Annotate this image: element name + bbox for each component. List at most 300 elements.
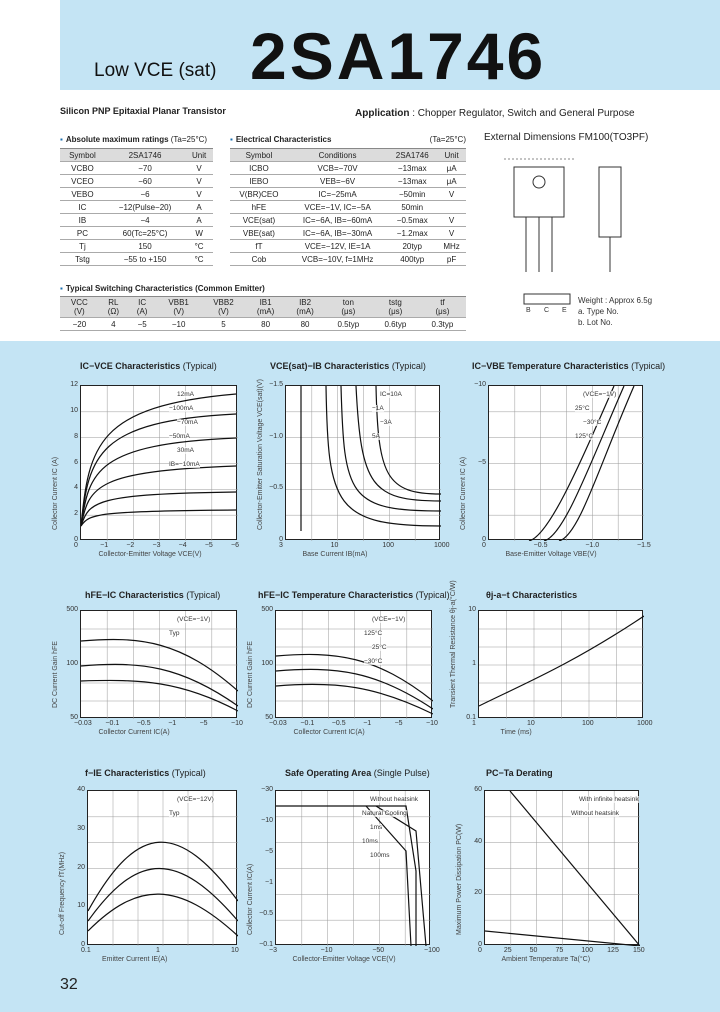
chart-title-8 <box>285 768 430 778</box>
elec-cond: (Ta=25°C) <box>429 135 466 144</box>
x-axis-label: Collector Current IC(A) <box>293 729 365 736</box>
absmax-cell: −55 to +150 <box>105 253 185 266</box>
switch-cell: 4 <box>99 318 128 331</box>
y-tick-label: −0.1 <box>259 941 273 948</box>
elec-col-header: Symbol <box>230 149 288 162</box>
switch-col-header: IC (A) <box>128 297 156 318</box>
absmax-row <box>60 201 213 214</box>
x-tick-label: −2 <box>126 542 135 549</box>
chart-title-suffix: (Single Pulse) <box>371 768 430 778</box>
curve-label: 10ms <box>362 838 378 845</box>
elec-cell: Cob <box>230 253 288 266</box>
elec-cell: pF <box>437 253 466 266</box>
curve-label: −30°C <box>583 419 602 426</box>
curve-label: Natural Cooling <box>362 810 407 817</box>
elec-cell: −13max <box>387 162 437 175</box>
chart-title-text: Safe Operating Area <box>285 768 372 778</box>
y-tick-label: −10 <box>474 381 486 388</box>
elec-row <box>230 214 466 227</box>
x-tick-label: 10 <box>231 947 239 954</box>
elec-cell: VCB=−10V, f=1MHz <box>288 253 387 266</box>
y-tick-label: 10 <box>70 406 78 414</box>
x-tick-label: −100 <box>424 947 440 954</box>
y-tick-label: −30 <box>261 786 273 793</box>
x-tick-label: 100 <box>382 542 395 549</box>
weight: Weight : Approx 6.5g <box>578 296 653 305</box>
elec-cell: VCE=−12V, IE=1A <box>288 240 387 253</box>
switch-table <box>60 296 466 331</box>
chart-title-7 <box>85 768 206 778</box>
curve-label: 100ms <box>370 852 390 859</box>
y-tick-label: −1.0 <box>269 432 283 440</box>
y-tick-label: 100 <box>66 660 78 667</box>
subtitle: Silicon PNP Epitaxial Planar Transistor <box>60 106 226 116</box>
curve-label: Without heatsink <box>571 810 620 817</box>
elec-cell: V <box>437 227 466 240</box>
x-tick-label: 10 <box>330 542 339 549</box>
y-tick-label: −5 <box>478 458 486 466</box>
ext-dim-drawing <box>484 147 664 292</box>
curve-label: −1A <box>372 405 384 412</box>
elec-col-header: Unit <box>437 149 466 162</box>
elec-row <box>230 240 466 253</box>
package-outline-drawing <box>484 147 664 292</box>
switch-col-header: VBB1 (V) <box>156 297 201 318</box>
y-tick-label: 10 <box>77 902 85 910</box>
absmax-col-header: Symbol <box>60 149 105 162</box>
absmax-row <box>60 240 213 253</box>
y-tick-label: 100 <box>261 660 273 667</box>
elec-cell: VCE(sat) <box>230 214 288 227</box>
x-tick-label: 0 <box>482 542 486 549</box>
x-tick-label: 100 <box>582 720 594 727</box>
x-tick-label: −5 <box>199 720 208 727</box>
absmax-cell: IB <box>60 214 105 227</box>
absmax-cell: 60(Tc=25°C) <box>105 227 185 240</box>
absmax-title-text: Absolute maximum ratings <box>65 135 169 144</box>
y-axis-label: Collector Current IC (A) <box>52 456 59 530</box>
chart-title-9 <box>486 768 553 778</box>
y-tick-label: 500 <box>66 606 78 613</box>
absmax-row <box>60 175 213 188</box>
y-tick-label: 10 <box>468 606 476 613</box>
x-tick-label: 0 <box>478 947 482 954</box>
x-tick-label: 1 <box>472 720 476 727</box>
elec-cell: VCB=−70V <box>288 162 387 175</box>
part-number: 2SA1746 <box>250 19 547 93</box>
pin-diagram-svg <box>522 292 572 318</box>
elec-col-header: Conditions <box>288 149 387 162</box>
x-tick-label: −3 <box>152 542 161 549</box>
pin-label-c: C <box>544 307 550 314</box>
curve-label: (VCE=−12V) <box>177 796 214 803</box>
elec-cell: IEBO <box>230 175 288 188</box>
y-tick-label: 60 <box>474 786 482 793</box>
absmax-cell: −12(Pulse−20) <box>105 201 185 214</box>
chart-plot-7 <box>87 790 237 945</box>
x-tick-label: −10 <box>320 947 333 954</box>
curve-label: 5A <box>372 433 380 440</box>
chart-title-text: θj-a−t Characteristics <box>486 590 578 600</box>
x-axis-label: Ambient Temperature Ta(°C) <box>501 956 591 963</box>
absmax-cell: A <box>185 214 213 227</box>
y-axis-label: Collector Current IC(A) <box>247 863 254 935</box>
absmax-cell: W <box>185 227 213 240</box>
bullet-icon: ▪ <box>230 135 233 144</box>
absmax-cell: °C <box>185 253 213 266</box>
elec-cell <box>437 201 466 214</box>
switch-cell: 80 <box>246 318 285 331</box>
absmax-cell: −60 <box>105 175 185 188</box>
x-axis-label: Collector Current IC(A) <box>98 729 170 736</box>
y-tick-label: 20 <box>474 889 482 897</box>
x-tick-label: −0.5 <box>331 720 346 727</box>
switch-title-text: Typical Switching Characteristics (Common Emitter) <box>65 284 265 293</box>
x-tick-label: −0.1 <box>105 720 120 727</box>
y-axis-label: Transient Thermal Resistance θj-a(°C/W) <box>450 580 457 708</box>
y-tick-label: 0 <box>478 941 482 948</box>
x-tick-label: −10 <box>426 720 438 727</box>
x-tick-label: 1 <box>156 947 160 954</box>
package-side <box>599 167 621 237</box>
curve-label: 12mA <box>177 391 194 398</box>
y-tick-label: 6 <box>74 458 78 466</box>
y-axis-label: Maximum Power Dissipation PC(W) <box>456 823 463 935</box>
x-tick-label: −6 <box>231 542 239 549</box>
y-axis-label: DC Current Gain hFE <box>52 641 59 708</box>
x-axis-label: Time (ms) <box>500 729 532 736</box>
chart-title-5 <box>258 590 450 600</box>
x-tick-label: 0.1 <box>81 947 91 954</box>
chart-title-4 <box>85 590 220 600</box>
switch-cell: −20 <box>60 318 99 331</box>
absmax-cell: A <box>185 201 213 214</box>
x-axis-label: Collector-Emitter Voltage VCE(V) <box>292 956 396 963</box>
elec-table <box>230 148 466 266</box>
y-tick-label: −1.5 <box>269 381 283 388</box>
series-curve <box>81 466 236 526</box>
chart-svg <box>489 386 644 541</box>
absmax-cell: 150 <box>105 240 185 253</box>
absmax-row <box>60 253 213 266</box>
chart-title-1 <box>80 361 217 371</box>
y-tick-label: 40 <box>474 837 482 845</box>
switch-cell: −10 <box>156 318 201 331</box>
y-axis-label: Collector-Emitter Saturation Voltage VCE(sat)(V) <box>257 379 264 530</box>
chart-svg <box>81 386 238 541</box>
switch-col-header: tf (μs) <box>419 297 466 318</box>
x-axis-label: Base-Emitter Voltage VBE(V) <box>505 551 597 558</box>
elec-row <box>230 227 466 240</box>
elec-cell: −13max <box>387 175 437 188</box>
x-tick-label: −50 <box>372 947 385 954</box>
series-curve <box>81 414 236 526</box>
elec-row <box>230 188 466 201</box>
series-curve <box>81 492 236 526</box>
x-tick-label: −0.03 <box>74 720 92 727</box>
chart-title-text: hFE−IC Characteristics <box>85 590 184 600</box>
y-tick-label: 0 <box>74 536 78 543</box>
curve-label: 25°C <box>575 405 590 412</box>
y-tick-label: −10 <box>261 817 273 824</box>
curve-label: IC=10A <box>380 391 402 398</box>
absmax-cell: −6 <box>105 188 185 201</box>
elec-cell: −50min <box>387 188 437 201</box>
y-tick-label: 8 <box>74 432 78 440</box>
curve-label: −100mA <box>169 405 194 412</box>
y-tick-label: −1 <box>265 879 273 886</box>
y-tick-label: 40 <box>77 786 85 793</box>
elec-cell: VBE(sat) <box>230 227 288 240</box>
series-curve <box>81 394 236 526</box>
series-curve <box>356 386 441 501</box>
absmax-cell: °C <box>185 240 213 253</box>
x-tick-label: 1000 <box>637 720 653 727</box>
elec-row <box>230 175 466 188</box>
x-tick-label: 100 <box>581 947 594 954</box>
absmax-cell: VCEO <box>60 175 105 188</box>
elec-header-row <box>230 149 466 162</box>
curve-label: With infinite heatsink <box>579 796 639 803</box>
switch-cell: 0.6typ <box>372 318 419 331</box>
curve-label: Typ <box>169 630 180 637</box>
absmax-row <box>60 162 213 175</box>
elec-cell: −1.2max <box>387 227 437 240</box>
chart-title-text: PC−Ta Derating <box>486 768 553 778</box>
switch-col-header: tstg (μs) <box>372 297 419 318</box>
pin-diagram <box>522 292 572 318</box>
elec-cell: ICBO <box>230 162 288 175</box>
application-text: : Chopper Regulator, Switch and General Purpose <box>409 108 635 119</box>
bullet-icon: ▪ <box>60 284 63 293</box>
switch-col-header: VCC (V) <box>60 297 99 318</box>
chart-title-text: hFE−IC Temperature Characteristics <box>258 590 414 600</box>
switch-title <box>60 284 265 293</box>
absmax-cell: PC <box>60 227 105 240</box>
header-band <box>60 0 720 93</box>
package-body <box>514 167 564 217</box>
absmax-row <box>60 188 213 201</box>
y-tick-label: −5 <box>265 848 273 855</box>
elec-cell: IC=−25mA <box>288 188 387 201</box>
x-tick-label: 75 <box>555 947 564 954</box>
chart-title-suffix: (Typical) <box>389 361 426 371</box>
y-tick-label: −0.5 <box>259 910 273 917</box>
y-tick-label: 30 <box>77 824 85 832</box>
x-tick-label: −1.5 <box>637 542 651 549</box>
curve-label: −3A <box>380 419 392 426</box>
x-tick-label: 0 <box>74 542 78 549</box>
x-tick-label: 3 <box>279 542 283 549</box>
switch-col-header: IB1 (mA) <box>246 297 285 318</box>
absmax-cell: V <box>185 175 213 188</box>
elec-cell: VEB=−6V <box>288 175 387 188</box>
series-curve <box>376 386 441 494</box>
y-tick-label: 0 <box>482 536 486 543</box>
x-tick-label: −0.1 <box>300 720 315 727</box>
mounting-hole <box>533 176 545 188</box>
elec-cell: V(BR)CEO <box>230 188 288 201</box>
note-a: a. Type No. <box>578 307 619 316</box>
absmax-col-header: 2SA1746 <box>105 149 185 162</box>
switch-cell: 5 <box>201 318 246 331</box>
absmax-row <box>60 214 213 227</box>
elec-cell: VCE=−1V, IC=−5A <box>288 201 387 214</box>
switch-col-header: ton (μs) <box>325 297 372 318</box>
absmax-cell: VEBO <box>60 188 105 201</box>
absmax-cell: VCBO <box>60 162 105 175</box>
absmax-header-row <box>60 149 213 162</box>
y-tick-label: 12 <box>70 381 78 388</box>
curve-label: −30°C <box>364 658 383 665</box>
chart-title-suffix: (Typical) <box>183 590 221 600</box>
chart-plot-2 <box>285 385 440 540</box>
curve-label: −70mA <box>177 419 198 426</box>
x-tick-label: 25 <box>503 947 512 954</box>
y-tick-label: 0 <box>279 536 283 543</box>
x-tick-label: 10 <box>527 720 535 727</box>
y-tick-label: 500 <box>261 606 273 613</box>
chart-title-text: IC−VCE Characteristics <box>80 361 181 371</box>
chart-title-2 <box>270 361 426 371</box>
switch-row <box>60 318 466 331</box>
switch-header-row <box>60 297 466 318</box>
y-tick-label: 1 <box>472 660 476 667</box>
elec-cell: μA <box>437 175 466 188</box>
absmax-title <box>60 135 207 144</box>
absmax-cell: Tj <box>60 240 105 253</box>
absmax-row <box>60 227 213 240</box>
pin-label-b: B <box>526 307 531 314</box>
curve-label: Typ <box>169 810 180 817</box>
y-tick-label: 50 <box>70 714 78 721</box>
absmax-table <box>60 148 213 266</box>
chart-svg <box>276 791 431 946</box>
x-axis-label: Emitter Current IE(A) <box>102 956 168 963</box>
chart-svg <box>81 611 238 719</box>
elec-cell: −0.5max <box>387 214 437 227</box>
elec-cell: V <box>437 214 466 227</box>
series-curve <box>276 806 416 946</box>
y-axis-label: Cut-off Frequency fT(MHz) <box>59 851 66 935</box>
y-tick-label: 2 <box>74 510 78 518</box>
x-tick-label: −10 <box>231 720 243 727</box>
curve-label: 30mA <box>177 447 194 454</box>
chart-svg <box>286 386 441 541</box>
application-label: Application <box>355 108 410 119</box>
ext-dim-title: External Dimensions FM100(TO3PF) <box>484 132 649 143</box>
chart-title-text: VCE(sat)−IB Characteristics <box>270 361 390 371</box>
absmax-cell: −70 <box>105 162 185 175</box>
curve-label: 125°C <box>575 433 594 440</box>
elec-cell: MHz <box>437 240 466 253</box>
chart-plot-3 <box>488 385 643 540</box>
chart-title-suffix: (Typical) <box>180 361 217 371</box>
x-tick-label: −5 <box>204 542 213 549</box>
x-tick-label: −3 <box>269 947 277 954</box>
absmax-cell: V <box>185 162 213 175</box>
absmax-cond: (Ta=25°C) <box>170 135 208 144</box>
chart-plot-1 <box>80 385 237 540</box>
low-vce-label: Low VCE (sat) <box>94 60 217 81</box>
y-tick-label: 50 <box>265 714 273 721</box>
y-tick-label: 0.1 <box>466 714 476 721</box>
x-tick-label: 50 <box>529 947 538 954</box>
y-axis-label: Collector Current IC (A) <box>460 456 467 530</box>
switch-cell: 0.3typ <box>419 318 466 331</box>
curve-label: 125°C <box>364 630 383 637</box>
curve-label: (VCE=−1V) <box>372 616 406 623</box>
y-axis-label: DC Current Gain hFE <box>247 641 254 708</box>
x-tick-label: −4 <box>178 542 187 549</box>
chart-svg <box>479 611 644 719</box>
curve-label: Without heatsink <box>370 796 419 803</box>
curve-label: −50mA <box>169 433 190 440</box>
curve-label: 1ms <box>370 824 383 831</box>
switch-col-header: IB2 (mA) <box>285 297 324 318</box>
elec-cell: IC=−6A, IB=−60mA <box>288 214 387 227</box>
x-tick-label: 150 <box>633 947 645 954</box>
chart-plot-5 <box>275 610 432 718</box>
chart-title-3 <box>472 361 665 371</box>
x-tick-label: −1 <box>100 542 109 549</box>
x-axis-label: Collector-Emitter Voltage VCE(V) <box>98 551 202 558</box>
elec-col-header: 2SA1746 <box>387 149 437 162</box>
chart-title-text: f−IE Characteristics <box>85 768 170 778</box>
absmax-cell: IC <box>60 201 105 214</box>
chart-plot-6 <box>478 610 643 718</box>
elec-row <box>230 162 466 175</box>
elec-title <box>230 135 466 144</box>
curve-label: IB=−10mA <box>169 461 200 468</box>
x-tick-label: −1 <box>168 720 177 727</box>
curve-label: (VCE=−1V) <box>177 616 211 623</box>
x-tick-label: −5 <box>394 720 403 727</box>
chart-title-suffix: (Typical) <box>413 590 450 600</box>
absmax-col-header: Unit <box>185 149 213 162</box>
x-tick-label: −0.5 <box>533 542 548 549</box>
x-tick-label: 1000 <box>434 542 450 549</box>
elec-cell: 20typ <box>387 240 437 253</box>
x-tick-label: −0.5 <box>136 720 151 727</box>
elec-cell: hFE <box>230 201 288 214</box>
switch-cell: −5 <box>128 318 156 331</box>
elec-cell: 50min <box>387 201 437 214</box>
chart-title-suffix: (Typical) <box>628 361 666 371</box>
y-tick-label: 4 <box>74 484 78 492</box>
series-curve <box>376 806 426 946</box>
elec-cell: V <box>437 188 466 201</box>
elec-cell: IC=−6A, IB=−30mA <box>288 227 387 240</box>
chart-svg <box>276 611 433 719</box>
y-tick-label: 20 <box>77 863 85 871</box>
x-tick-label: −1 <box>363 720 372 727</box>
switch-cell: 0.5typ <box>325 318 372 331</box>
pin-label-e: E <box>562 307 567 314</box>
y-tick-label: 0 <box>81 941 85 948</box>
elec-row <box>230 201 466 214</box>
bullet-icon: ▪ <box>60 135 63 144</box>
x-tick-label: −1.0 <box>585 542 600 549</box>
elec-row <box>230 253 466 266</box>
series-curve <box>81 510 236 526</box>
absmax-cell: V <box>185 188 213 201</box>
note-b: b. Lot No. <box>578 318 613 327</box>
chart-svg <box>88 791 238 946</box>
chart-title-6 <box>486 590 577 600</box>
series-curve <box>341 386 441 511</box>
switch-col-header: RL (Ω) <box>99 297 128 318</box>
